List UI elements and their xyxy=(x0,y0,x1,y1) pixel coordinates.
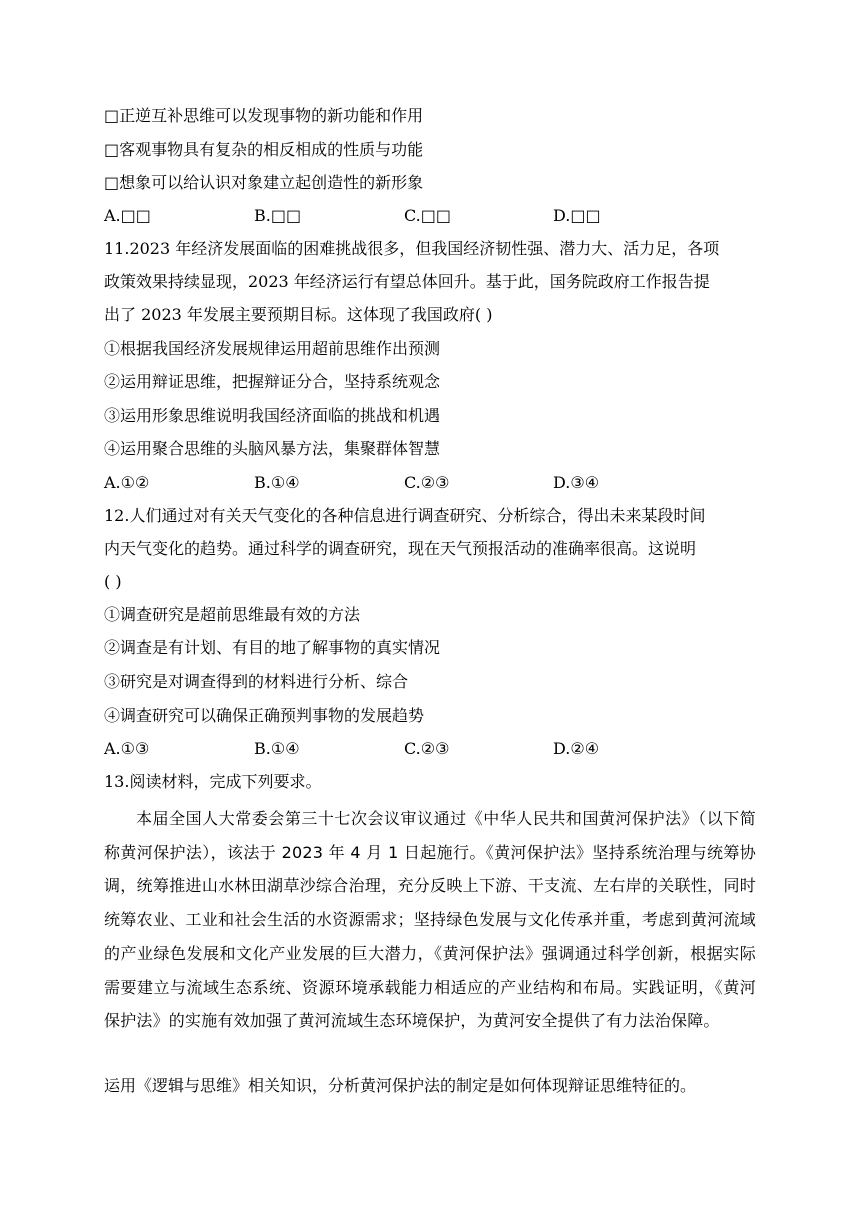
q11-option-c: C.②③ xyxy=(404,473,450,492)
q12-statement-1: ①调查研究是超前思维最有效的方法 xyxy=(104,605,361,624)
q12-statement-2: ②调查是有计划、有目的地了解事物的真实情况 xyxy=(104,638,441,657)
q11-stem-line-1: 11.2023 年经济发展面临的困难挑战很多，但我国经济韧性强、潜力大、活力足，各项 xyxy=(104,239,720,258)
q13-stem: 13.阅读材料，完成下列要求。 xyxy=(104,772,322,791)
q12-statement-3: ③研究是对调查得到的材料进行分析、综合 xyxy=(104,672,409,691)
q12-option-c: C.②③ xyxy=(404,739,450,758)
q12-stem-line-1: 12.人们通过对有关天气变化的各种信息进行调查研究、分析综合，得出未来某段时间 xyxy=(104,506,706,525)
q10-option-b: B.□□ xyxy=(254,206,302,225)
q11-option-d: D.③④ xyxy=(553,473,600,492)
q12-statement-4: ④调查研究可以确保正确预判事物的发展趋势 xyxy=(104,706,425,725)
q11-statement-3: ③运用形象思维说明我国经济面临的挑战和机遇 xyxy=(104,406,441,425)
q10-option-d: D.□□ xyxy=(553,206,601,225)
q10-option-c: C.□□ xyxy=(404,206,451,225)
q11-stem-line-3: 出了 2023 年发展主要预期目标。这体现了我国政府( ) xyxy=(104,305,493,324)
q11-statement-2: ②运用辩证思维，把握辩证分合，坚持系统观念 xyxy=(104,372,441,391)
q10-statement-3: □正逆互补思维可以发现事物的新功能和作用 xyxy=(104,106,424,125)
q12-stem-line-2: 内天气变化的趋势。通过科学的调查研究，现在天气预报活动的准确率很高。这说明 xyxy=(104,539,697,558)
q11-statement-1: ①根据我国经济发展规律运用超前思维作出预测 xyxy=(104,339,441,358)
q13-requirement: 运用《逻辑与思维》相关知识，分析黄河保护法的制定是如何体现辩证思维特征的。 xyxy=(104,1076,697,1095)
q10-statement-4: □客观事物具有复杂的相反相成的性质与功能 xyxy=(104,140,424,159)
q12-option-b: B.①④ xyxy=(254,739,300,758)
q10-statement-5: □想象可以给认识对象建立起创造性的新形象 xyxy=(104,173,424,192)
q12-option-a: A.①③ xyxy=(104,739,150,758)
q11-stem-line-2: 政策效果持续显现，2023 年经济运行有望总体回升。基于此，国务院政府工作报告提 xyxy=(104,272,710,291)
q13-material-paragraph: 本届全国人大常委会第三十七次会议审议通过《中华人民共和国黄河保护法》（以下简称黄河保护法），该法于 2023 年 4 月 1 日起施行。《黄河保护法》坚持系统治理与统筹协调，统筹推进山水林田湖草沙综合治理，充分反映上下游、干支流、左右岸的关联性，同时统筹农业、工业和社会生活的水资源需求；坚持绿色发展与文化传承并重，考虑到黄河流域的产业绿色发展和文化产业发展的巨大潜力，《黄河保护法》强调通过科学创新，根据实际需要建立与流域生态系统、资源环境承载能力相适应的产业结构和布局。实践证明，《黄河保护法》的实施有效加强了黄河流域生态环境保护，为黄河安全提供了有力法治保障。 xyxy=(104,809,756,1031)
q12-stem-line-3: ( ) xyxy=(104,572,122,591)
q11-option-a: A.①② xyxy=(104,473,150,492)
q10-option-a: A.□□ xyxy=(104,206,151,225)
q11-statement-4: ④运用聚合思维的头脑风暴方法，集聚群体智慧 xyxy=(104,439,441,458)
q11-option-b: B.①④ xyxy=(254,473,300,492)
q12-option-d: D.②④ xyxy=(553,739,600,758)
